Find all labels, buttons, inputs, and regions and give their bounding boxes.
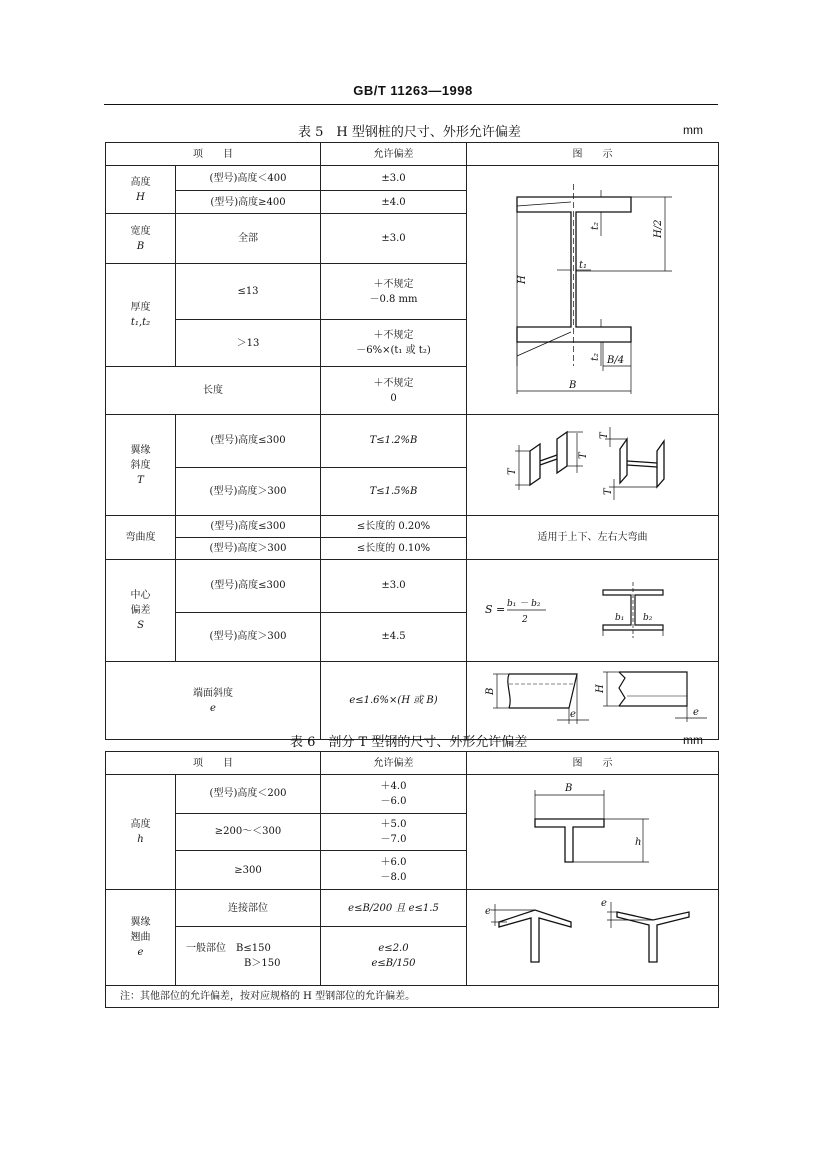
length-tol-b: 0 (390, 392, 397, 404)
height-cond-2: (型号)高度≥400 (176, 191, 321, 214)
thick-tol-1 (321, 264, 467, 320)
t6-height-tol-3b: －8.0 (380, 872, 407, 884)
table5-caption: 表 5 H 型钢桩的尺寸、外形允许偏差 (298, 125, 521, 140)
height-tol-2: ±4.0 (321, 191, 467, 214)
width-label-cell (106, 214, 176, 264)
center-cond-2: (型号)高度＞300 (176, 612, 321, 661)
center-tol-2: ±4.5 (321, 612, 467, 661)
end-slope-figure-cell (467, 662, 719, 740)
t-label-1: T (507, 468, 518, 475)
end-slope-diagram (467, 662, 719, 734)
table6-head-item: 项 目 (106, 752, 321, 775)
h-section-figure-cell (467, 166, 719, 415)
bend-cond-1: (型号)高度≤300 (176, 516, 321, 538)
t6-height-tol-1a: ＋4.0 (380, 780, 407, 792)
end-tol: e≤1.6%×(H 或 B) (321, 662, 467, 740)
t6-e-label-1: e (485, 906, 491, 917)
height-label-cell (106, 166, 176, 214)
flange-label-2: 斜度 (130, 459, 151, 471)
b-dim-label: B (569, 380, 577, 391)
table5-head-fig: 图 示 (467, 143, 719, 166)
table5-head-tol: 允许偏差 (321, 143, 467, 166)
thick-tol-2a: ＋不规定 (373, 330, 414, 341)
center-figure-cell (467, 560, 719, 662)
t6-flange-label-cell (106, 890, 176, 986)
t6-flange-tol-1: e≤B/200 且 e≤1.5 (321, 890, 467, 927)
t6-flange-tol-2 (321, 927, 467, 986)
height-label: 高度 (130, 176, 151, 188)
flange-label-1: 翼缘 (130, 444, 151, 456)
t6-flange-tol-2b: e≤B/150 (371, 958, 416, 970)
thick-tol-2b: －6%×(t₁ 或 t₂) (356, 345, 431, 356)
thick-tol-2 (321, 320, 467, 367)
t6-flange-cond-2b: B＞150 (244, 958, 281, 970)
thick-tol-1b: －0.8 mm (369, 293, 418, 305)
table6-caption: 表 6 剖分 T 型钢的尺寸、外形允许偏差 (290, 735, 528, 750)
table6-head-fig: 图 示 (467, 752, 719, 775)
table6-unit: mm (683, 733, 703, 747)
t6-height-cond-3: ≥300 (176, 851, 321, 890)
t-label-4: T (603, 488, 614, 495)
length-label: 长度 (106, 367, 321, 415)
t6-height-tol-3 (321, 851, 467, 890)
end-label-cell (106, 662, 321, 740)
t6-b-label: B (565, 783, 573, 794)
h-dim-label: H (517, 275, 528, 284)
height-cond-1: (型号)高度＜400 (176, 166, 321, 191)
thick-tol-1a: ＋不规定 (373, 278, 414, 290)
t-section-figure-cell (467, 775, 719, 890)
t6-height-symbol: h (137, 834, 144, 845)
standard-header: GB/T 11263—1998 (353, 83, 473, 98)
flange-tol-2: T≤1.5%B (321, 467, 467, 515)
h-half-label: H/2 (653, 219, 664, 238)
t6-flange-label-1: 翼缘 (130, 917, 151, 928)
t6-height-tol-1b: －6.0 (380, 795, 407, 807)
table6-head-tol: 允许偏差 (321, 752, 467, 775)
t6-height-tol-2b: －7.0 (380, 833, 407, 845)
t6-height-tol-2a: ＋5.0 (380, 818, 407, 830)
t2-bottom-label: t₂ (590, 352, 601, 361)
height-symbol: H (136, 191, 145, 203)
center-cond-1: (型号)高度≤300 (176, 560, 321, 613)
formula-num: b₁ － b₂ (507, 599, 541, 609)
t2-top-label: t₂ (590, 221, 601, 230)
thick-cond-1: ≤13 (176, 264, 321, 320)
b2-label: b₂ (643, 613, 653, 623)
t6-height-tol-3a: ＋6.0 (380, 857, 407, 869)
thick-cond-2: ＞13 (176, 320, 321, 367)
t6-height-cond-1: (型号)高度＜200 (176, 775, 321, 814)
center-label-2: 偏差 (130, 605, 151, 616)
height-tol-1: ±3.0 (321, 166, 467, 191)
bend-note: 适用于上下、左右大弯曲 (467, 516, 719, 560)
flange-label-cell (106, 415, 176, 516)
bend-cond-2: (型号)高度＞300 (176, 538, 321, 560)
bend-label: 弯曲度 (106, 516, 176, 560)
flange-tol-1: T≤1.2%B (321, 415, 467, 468)
flange-slope-diagram (467, 415, 719, 510)
warp-figure-cell (467, 890, 719, 986)
t6-flange-cond-1: 连接部位 (176, 890, 321, 927)
table6-note: 注：其他部位的允许偏差，按对应规格的 H 型钢部位的允许偏差。 (106, 986, 719, 1008)
flange-symbol: T (137, 474, 144, 486)
t6-flange-label-2: 翘曲 (130, 932, 151, 943)
b1-label: b₁ (615, 613, 625, 623)
end-b-label: B (485, 687, 496, 695)
t6-flange-cond-2a: 一般部位 B≤150 (186, 943, 271, 955)
t6-flange-tol-2a: e≤2.0 (378, 943, 409, 955)
thick-label-cell (106, 264, 176, 367)
width-tol: ±3.0 (321, 214, 467, 264)
thick-symbol: t₁,t₂ (130, 317, 151, 328)
t-label-3: T (599, 432, 610, 439)
t-label-2: T (578, 452, 589, 459)
length-tol (321, 367, 467, 415)
length-tol-a: ＋不规定 (373, 377, 414, 389)
bend-tol-1: ≤长度的 0.20% (321, 516, 467, 538)
end-label: 端面斜度 (193, 687, 233, 699)
t6-e-label-2: e (601, 898, 607, 909)
t6-height-label: 高度 (130, 819, 151, 830)
center-deviation-diagram (467, 560, 719, 656)
end-h-label: H (595, 684, 606, 693)
table6 (105, 751, 719, 1008)
t-section-diagram (467, 775, 719, 884)
end-e-label-2: e (693, 707, 699, 718)
center-label-1: 中心 (130, 590, 151, 601)
bend-tol-2: ≤长度的 0.10% (321, 538, 467, 560)
t1-label: t₁ (579, 260, 588, 271)
b-quarter-label: B/4 (607, 355, 625, 366)
t6-height-tol-1 (321, 775, 467, 814)
end-symbol: e (210, 702, 216, 714)
width-cond: 全部 (176, 214, 321, 264)
flange-cond-1: (型号)高度≤300 (176, 415, 321, 468)
h-section-diagram (467, 166, 719, 409)
table5-head-item: 项 目 (106, 143, 321, 166)
formula-lhs: S = (485, 603, 506, 616)
t6-height-tol-2 (321, 813, 467, 851)
width-symbol: B (136, 240, 145, 252)
center-tol-1: ±3.0 (321, 560, 467, 613)
center-label-cell (106, 560, 176, 662)
t6-flange-symbol: e (137, 947, 144, 958)
width-label: 宽度 (130, 225, 151, 237)
t6-flange-cond-2 (176, 927, 321, 986)
end-e-label-1: e (570, 709, 576, 720)
flange-slope-figure-cell (467, 415, 719, 516)
center-symbol: S (137, 620, 144, 631)
table5 (105, 142, 719, 740)
t6-height-cond-2: ≥200～＜300 (176, 813, 321, 851)
flange-cond-2: (型号)高度＞300 (176, 467, 321, 515)
t6-height-label-cell (106, 775, 176, 890)
formula-den: 2 (522, 615, 528, 625)
flange-warp-diagram (467, 890, 719, 980)
thick-label: 厚度 (130, 302, 151, 313)
table5-unit: mm (683, 123, 703, 137)
t6-h-label: h (635, 837, 642, 848)
header-rule (104, 104, 718, 105)
